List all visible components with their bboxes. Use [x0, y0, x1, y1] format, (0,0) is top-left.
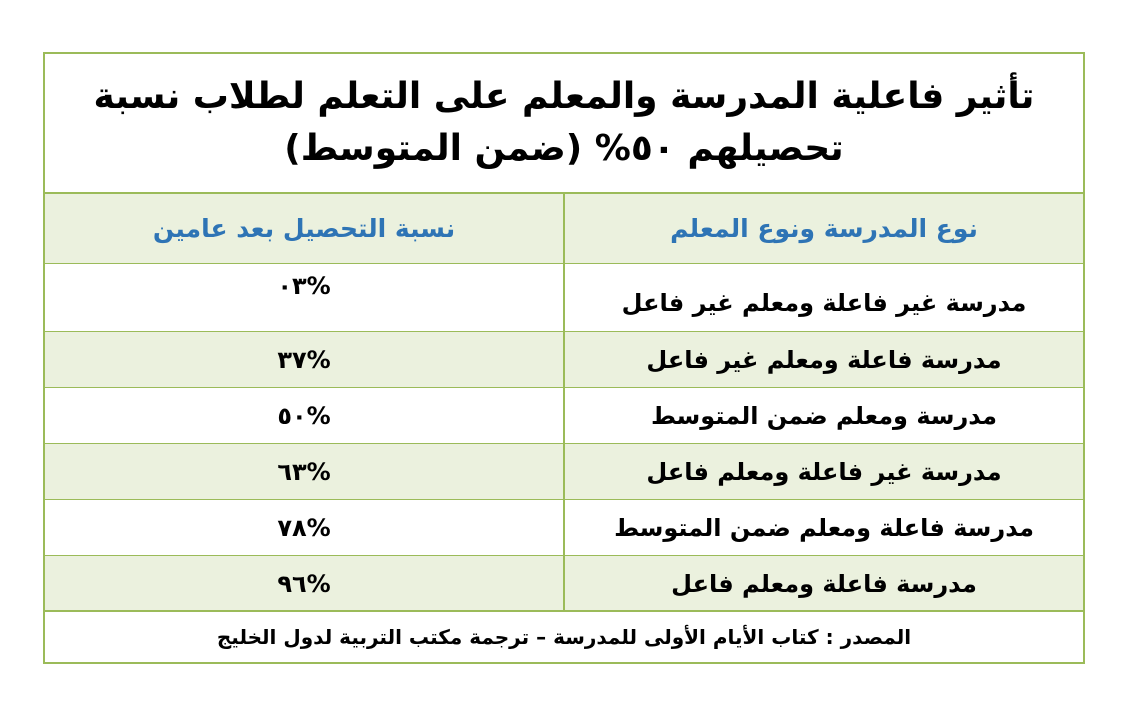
table-row [45, 264, 1083, 332]
row-type-cell: مدرسة غير فاعلة ومعلم غير فاعل [563, 264, 1083, 331]
row-rate-cell: %٩٦ [277, 569, 331, 598]
header-school-teacher-type: نوع المدرسة ونوع المعلم [563, 194, 1083, 263]
document-title: تأثير فاعلية المدرسة والمعلم على التعلم لطلاب نسبة تحصيلهم ٥٠% (ضمن المتوسط) [45, 54, 1083, 194]
row-type-cell: مدرسة فاعلة ومعلم غير فاعل [563, 332, 1083, 387]
table-row [45, 444, 1083, 500]
source-note: المصدر : كتاب الأيام الأولى للمدرسة – ترجمة مكتب التربية لدول الخليج [45, 610, 1083, 662]
table-row [45, 332, 1083, 388]
row-rate-cell: %٧٨ [277, 513, 331, 542]
table-row [45, 556, 1083, 612]
table-row [45, 388, 1083, 444]
row-rate-cell: %٠٣ [277, 271, 331, 300]
row-type-cell: مدرسة غير فاعلة ومعلم فاعل [563, 444, 1083, 499]
row-rate-cell: %٥٠ [277, 401, 331, 430]
header-achievement-rate: نسبة التحصيل بعد عامين [152, 214, 456, 243]
data-table [45, 194, 1083, 612]
row-rate-cell: %٦٣ [277, 457, 331, 486]
row-type-cell: مدرسة فاعلة ومعلم ضمن المتوسط [563, 500, 1083, 555]
row-type-cell: مدرسة ومعلم ضمن المتوسط [563, 388, 1083, 443]
table-header-row [45, 194, 1083, 264]
document-frame [43, 52, 1085, 664]
row-rate-cell: %٣٧ [277, 345, 331, 374]
table-row [45, 500, 1083, 556]
row-type-cell: مدرسة فاعلة ومعلم فاعل [563, 556, 1083, 611]
